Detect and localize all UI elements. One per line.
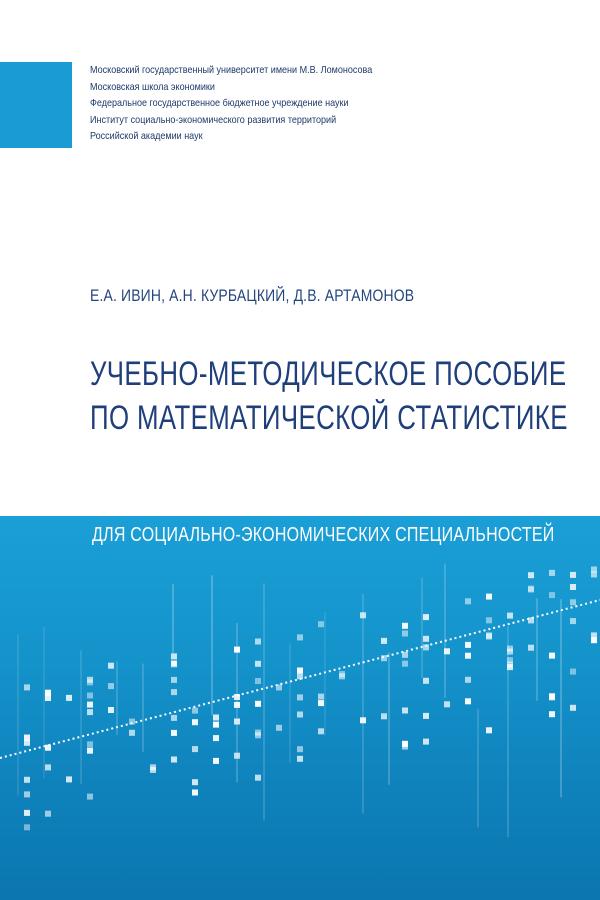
decorative-square xyxy=(591,571,597,577)
decorative-square xyxy=(255,678,261,684)
decorative-square xyxy=(570,584,576,590)
decorative-square xyxy=(255,661,261,667)
decorative-square xyxy=(108,707,114,713)
decorative-square xyxy=(360,612,366,618)
decorative-square xyxy=(297,634,303,640)
institution-line: Институт социально-экономического развития территорий xyxy=(90,113,337,126)
institutions-block xyxy=(90,62,590,145)
decorative-square xyxy=(171,677,177,683)
decorative-square xyxy=(486,594,492,600)
decorative-square xyxy=(402,661,408,667)
decorative-square xyxy=(108,663,114,669)
decorative-square xyxy=(234,702,240,708)
decorative-square xyxy=(255,775,261,781)
decorative-square xyxy=(297,694,303,700)
decorative-square xyxy=(255,701,261,707)
decorative-square xyxy=(570,669,576,675)
decorative-square xyxy=(297,746,303,752)
decorative-square xyxy=(570,705,576,711)
decorative-square xyxy=(360,717,366,723)
decorative-square xyxy=(423,636,429,642)
decorative-square xyxy=(108,683,114,689)
decorative-square xyxy=(423,678,429,684)
subtitle: ДЛЯ СОЦИАЛЬНО-ЭКОНОМИЧЕСКИХ СПЕЦИАЛЬНОСТЕЙ xyxy=(92,524,555,546)
decorative-square xyxy=(24,791,30,797)
decorative-square xyxy=(528,572,534,578)
decorative-square xyxy=(381,713,387,719)
decorative-square xyxy=(318,694,324,700)
decorative-square xyxy=(24,824,30,830)
decorative-square xyxy=(45,690,51,696)
decorative-square xyxy=(24,810,30,816)
decorative-square xyxy=(381,638,387,644)
decorative-square xyxy=(507,664,513,670)
decorative-square xyxy=(423,739,429,745)
institution-line: Московский государственный университет имени М.В. Ломоносова xyxy=(90,64,373,76)
decorative-square xyxy=(549,711,555,717)
decorative-square xyxy=(171,661,177,667)
decorative-square xyxy=(234,647,240,653)
decorative-square xyxy=(276,725,282,731)
decorative-square xyxy=(171,730,177,736)
decorative-square xyxy=(444,648,450,654)
decorative-square xyxy=(255,732,261,738)
decorative-square xyxy=(234,719,240,725)
decorative-square xyxy=(171,715,177,721)
decorative-square xyxy=(234,753,240,759)
decorative-square xyxy=(45,811,51,817)
decorative-square xyxy=(402,708,408,714)
decorative-square xyxy=(192,719,198,725)
decorative-square xyxy=(171,653,177,659)
decorative-square xyxy=(192,708,198,714)
decorative-square xyxy=(87,741,93,747)
decorative-square xyxy=(528,587,534,593)
decorative-square xyxy=(192,779,198,785)
decorative-chart-band xyxy=(0,516,600,900)
decorative-square xyxy=(297,668,303,674)
decorative-square xyxy=(318,728,324,734)
decorative-square xyxy=(423,614,429,620)
accent-block xyxy=(0,62,72,148)
decorative-square xyxy=(87,702,93,708)
decorative-square xyxy=(24,777,30,783)
decorative-square xyxy=(549,694,555,700)
decorative-square xyxy=(549,570,555,576)
institution-line: Российской академии наук xyxy=(90,130,203,142)
decorative-square xyxy=(87,748,93,754)
decorative-square xyxy=(381,655,387,661)
decorative-square xyxy=(465,698,471,704)
decorative-square xyxy=(150,764,156,770)
decorative-square xyxy=(465,677,471,683)
decorative-square xyxy=(66,695,72,701)
decorative-square xyxy=(549,592,555,598)
decorative-square xyxy=(171,689,177,695)
decorative-square xyxy=(465,642,471,648)
decorative-square xyxy=(402,623,408,629)
authors: Е.А. ИВИН, А.Н. КУРБАЦКИЙ, Д.В. АРТАМОНОВ xyxy=(90,286,415,305)
decorative-square xyxy=(465,598,471,604)
institution-line: Московская школа экономики xyxy=(90,80,215,93)
decorative-square xyxy=(297,756,303,762)
decorative-square xyxy=(402,631,408,637)
decorative-square xyxy=(87,693,93,699)
decorative-square xyxy=(66,776,72,782)
decorative-square xyxy=(213,715,219,721)
decorative-square xyxy=(129,730,135,736)
decorative-square xyxy=(24,735,30,741)
decorative-square xyxy=(87,677,93,683)
decorative-square xyxy=(339,671,345,677)
decorative-square xyxy=(444,701,450,707)
decorative-square xyxy=(171,757,177,763)
decorative-scatter-graphic xyxy=(0,516,600,900)
decorative-square xyxy=(486,617,492,623)
decorative-square xyxy=(402,744,408,750)
decorative-square xyxy=(528,645,534,651)
decorative-square xyxy=(318,621,324,627)
decorative-square xyxy=(45,764,51,770)
decorative-square xyxy=(87,794,93,800)
decorative-square xyxy=(507,649,513,655)
title-line: УЧЕБНО-МЕТОДИЧЕСКОЕ ПОСОБИЕ xyxy=(90,355,567,393)
decorative-square xyxy=(255,639,261,645)
decorative-square xyxy=(507,613,513,619)
decorative-square xyxy=(591,637,597,643)
decorative-square xyxy=(318,700,324,706)
decorative-square xyxy=(549,653,555,659)
decorative-square xyxy=(486,727,492,733)
decorative-square xyxy=(213,735,219,741)
decorative-square xyxy=(192,790,198,796)
decorative-square xyxy=(297,712,303,718)
decorative-square xyxy=(486,634,492,640)
decorative-square xyxy=(192,746,198,752)
decorative-square xyxy=(24,684,30,690)
decorative-square xyxy=(87,709,93,715)
book-title xyxy=(90,352,590,440)
decorative-square xyxy=(213,758,219,764)
institution-line: Федеральное государственное бюджетное учреждение науки xyxy=(90,97,349,109)
decorative-square xyxy=(45,695,51,701)
decorative-square xyxy=(570,599,576,605)
decorative-square xyxy=(570,572,576,578)
decorative-square xyxy=(423,713,429,719)
decorative-square xyxy=(570,618,576,624)
decorative-square xyxy=(465,653,471,659)
decorative-square xyxy=(213,722,219,728)
title-line: ПО МАТЕМАТИЧЕСКОЙ СТАТИСТИКЕ xyxy=(90,399,568,437)
